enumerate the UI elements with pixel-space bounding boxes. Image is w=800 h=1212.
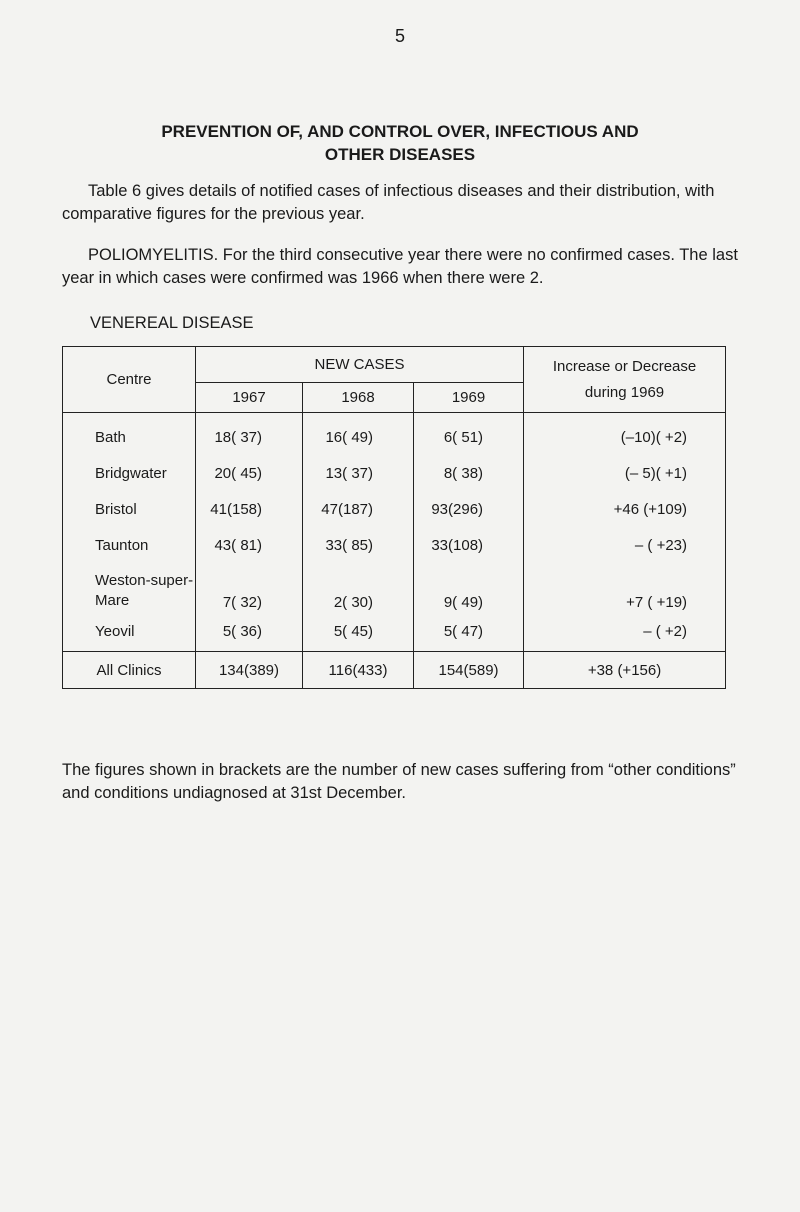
- table-row: [63, 611, 726, 652]
- total-change: +38 (+156): [524, 652, 726, 689]
- cell-change: – ( +2): [524, 611, 726, 652]
- footnote: The figures shown in brackets are the number of new cases suffering from “other conditions” and conditions undiagnosed at 31st December.: [62, 761, 736, 802]
- cell-change: – ( +23): [524, 527, 726, 563]
- venereal-disease-heading: VENEREAL DISEASE: [90, 314, 254, 332]
- poliomyelitis-paragraph: POLIOMYELITIS. For the third consecutive year there were no confirmed cases. The last year in which cases were confirmed was 1966 when there were 2.: [62, 246, 738, 287]
- header-new-cases: NEW CASES: [196, 347, 524, 383]
- cell-1968: 33( 85): [303, 527, 414, 563]
- cell-1969: 93(296): [414, 491, 524, 527]
- title-line-2: OTHER DISEASES: [324, 145, 476, 164]
- cell-1969: 9( 49): [414, 563, 524, 611]
- intro-paragraph: Table 6 gives details of notified cases of infectious diseases and their distribution, with comparative figures for the previous year.: [62, 182, 715, 223]
- header-year-1969: 1969: [414, 383, 524, 413]
- cell-1967: 18( 37): [196, 413, 303, 456]
- cell-1967: 5( 36): [196, 611, 303, 652]
- table-row: [63, 527, 726, 563]
- table-row: [63, 455, 726, 491]
- page-number: 5: [394, 26, 405, 46]
- cell-1967: 41(158): [196, 491, 303, 527]
- cell-1968: 16( 49): [303, 413, 414, 456]
- title-line-1: PREVENTION OF, AND CONTROL OVER, INFECTIOUS AND: [161, 122, 639, 141]
- header-change-line-2: during 1969: [584, 383, 665, 401]
- cell-1968: 5( 45): [303, 611, 414, 652]
- cell-1969: 33(108): [414, 527, 524, 563]
- table-row: [63, 491, 726, 527]
- venereal-disease-table: [62, 346, 726, 689]
- table-row: [63, 413, 726, 456]
- cell-1968: 13( 37): [303, 455, 414, 491]
- cell-1968: 47(187): [303, 491, 414, 527]
- total-row: [63, 652, 726, 689]
- centre-cell: Bristol: [63, 491, 196, 527]
- total-1969: 154(589): [414, 652, 524, 689]
- cell-change: +46 (+109): [524, 491, 726, 527]
- header-year-1967: 1967: [196, 383, 303, 413]
- centre-cell: Yeovil: [63, 611, 196, 652]
- centre-cell: [63, 563, 196, 611]
- cell-1969: 6( 51): [414, 413, 524, 456]
- cell-1967: 43( 81): [196, 527, 303, 563]
- cell-1969: 8( 38): [414, 455, 524, 491]
- cell-1969: 5( 47): [414, 611, 524, 652]
- total-1967: 134(389): [196, 652, 303, 689]
- table-row: [63, 563, 726, 611]
- total-centre-cell: All Clinics: [63, 652, 196, 689]
- page-title: [0, 120, 800, 166]
- cell-change: (–10)( +2): [524, 413, 726, 456]
- table-header-row: [63, 347, 726, 383]
- header-change: [524, 347, 726, 413]
- cell-1967: 7( 32): [196, 563, 303, 611]
- centre-cell: Taunton: [63, 527, 196, 563]
- cell-change: (– 5)( +1): [524, 455, 726, 491]
- cell-change: +7 ( +19): [524, 563, 726, 611]
- header-centre: Centre: [63, 347, 196, 413]
- centre-cell: Bath: [63, 413, 196, 456]
- centre-line-1: Weston-super-: [95, 572, 194, 589]
- total-1968: 116(433): [303, 652, 414, 689]
- header-change-line-1: Increase or Decrease: [552, 357, 697, 375]
- centre-line-2: Mare: [95, 592, 130, 609]
- centre-cell: Bridgwater: [63, 455, 196, 491]
- cell-1968: 2( 30): [303, 563, 414, 611]
- header-year-1968: 1968: [303, 383, 414, 413]
- cell-1967: 20( 45): [196, 455, 303, 491]
